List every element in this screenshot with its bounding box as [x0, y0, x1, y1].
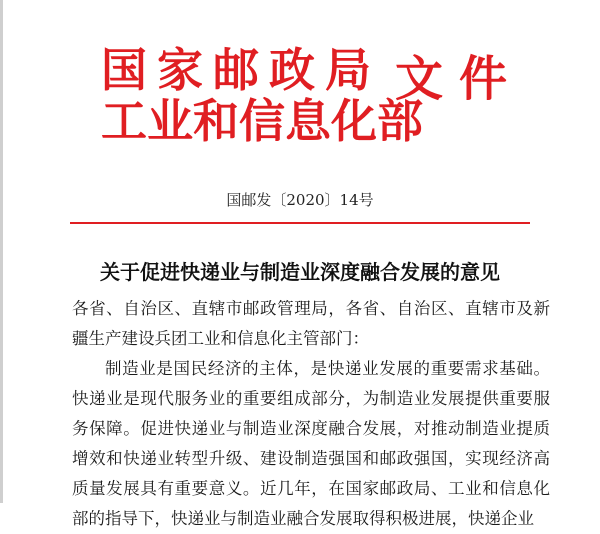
red-divider-line — [70, 222, 530, 224]
body-paragraph: 制造业是国民经济的主体，是快递业发展的重要需求基础。快递业是现代服务业的重要组成部分，为制造业发展提供重要服务保障。促进快递业与制造业深度融合发展，对推动制造业提质增效和快递业转型升级、建设制造强国和邮政强国，实现经济高质量发展具有重要意义。近几年，在国家邮政局、工业和信息化部的指导下，快递业与制造业融合发展取得积极进展，快递企业 — [72, 359, 550, 528]
document-number: 国邮发〔2020〕14号 — [226, 191, 374, 209]
recipients-paragraph: 各省、自治区、直辖市邮政管理局，各省、自治区、直辖市及新疆生产建设兵团工业和信息化主管部门： — [72, 299, 550, 348]
document-body — [72, 294, 550, 534]
document-title: 关于促进快递业与制造业深度融合发展的意见 — [100, 260, 500, 284]
document-type-label: 文件 — [395, 51, 524, 107]
issuer-state-post-bureau: 国家邮政局 — [101, 43, 381, 97]
page-edge — [0, 0, 3, 503]
issuer-miit: 工业和信息化部 — [101, 94, 423, 148]
